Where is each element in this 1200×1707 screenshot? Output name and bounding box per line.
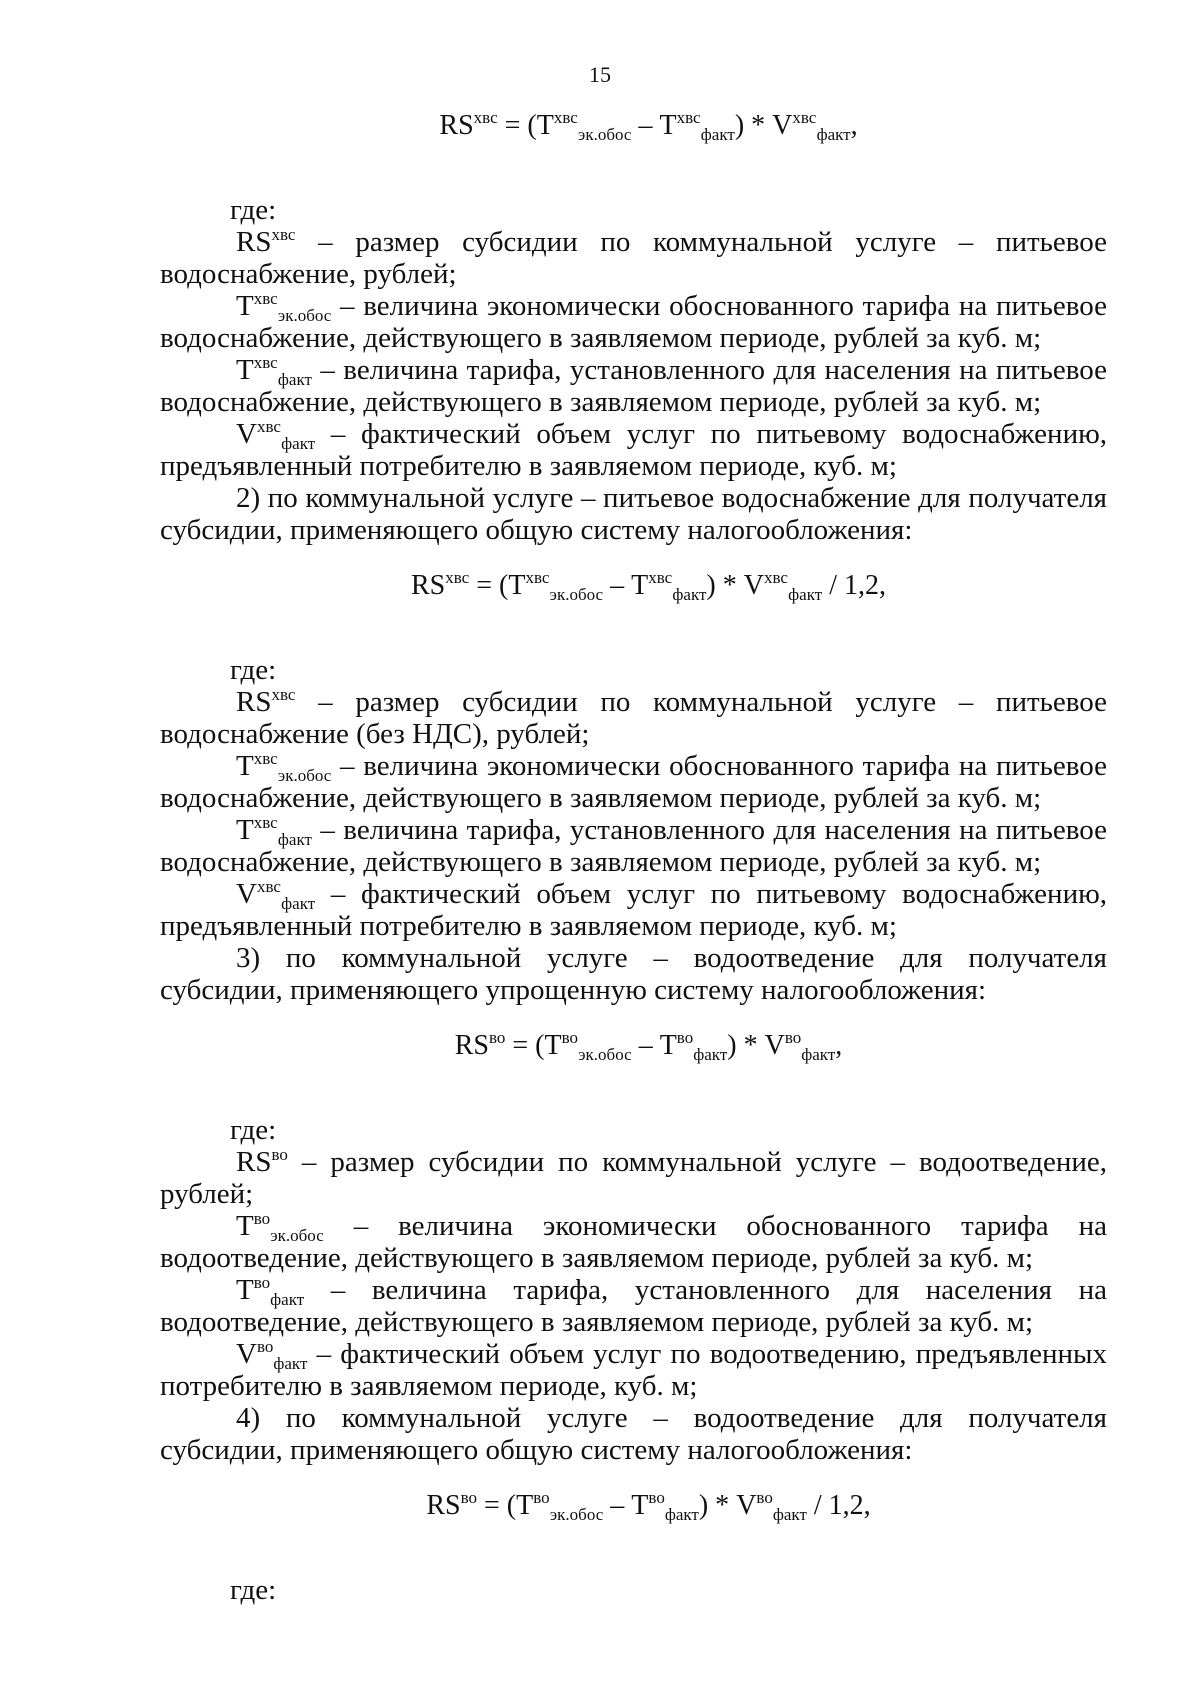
where-label: где:: [230, 1114, 277, 1146]
where-label: где:: [230, 654, 277, 686]
definition-t-ek: $T^{хвс}_{эк.обос}$ – величина экономически обоснованного тарифа на питьевое водоснабжение, действующего в заявляемом периоде, рублей за куб. м;: [160, 289, 1107, 354]
formula-rs-hvs-simplified: $RS^{хвс} = (T^{хвс}_{эк.обос} - T^{хвс}_{факт}) * V^{хвс}_{факт}$,: [439, 108, 858, 144]
definition-t-fact: $T^{хвс}_{факт}$ – величина тарифа, установленного для населения на питьевое водоснабжение, действующего в заявляемом периоде, рублей за куб. м;: [160, 353, 1107, 418]
definition-rs: $RS^{хвс}$ – размер субсидии по коммунальной услуге – питьевое водоснабжение (без НДС), рублей;: [160, 685, 1107, 750]
item-2: 2) по коммунальной услуге – питьевое водоснабжение для получателя субсидии, применяющего общую систему налогообложения:: [160, 482, 1107, 546]
formula-rs-vo-simplified: $RS^{во} = (T^{во}_{эк.обос} - T^{во}_{факт}) * V^{во}_{факт}$,: [454, 1028, 843, 1064]
document-body: [160, 108, 1107, 1606]
page-number: 15: [589, 62, 611, 87]
where-label: где:: [230, 194, 277, 226]
formula-rs-hvs-general: $RS^{хвс} = (T^{хвс}_{эк.обос} - T^{хвс}_{факт}) * V^{хвс}_{факт} / 1,2$,: [411, 568, 886, 604]
definition-v-fact: $V^{хвс}_{факт}$ – фактический объем услуг по питьевому водоснабжению, предъявленный потребителю в заявляемом периоде, куб. м;: [160, 877, 1107, 942]
definition-t-fact: $T^{хвс}_{факт}$ – величина тарифа, установленного для населения на питьевое водоснабжение, действующего в заявляемом периоде, рублей за куб. м;: [160, 813, 1107, 878]
definition-v-fact: $V^{хвс}_{факт}$ – фактический объем услуг по питьевому водоснабжению, предъявленный потребителю в заявляемом периоде, куб. м;: [160, 417, 1107, 482]
item-4: 4) по коммунальной услуге – водоотведение для получателя субсидии, применяющего общую систему налогообложения:: [160, 1402, 1107, 1466]
formula-rs-vo-general: $RS^{во} = (T^{во}_{эк.обос} - T^{во}_{факт}) * V^{во}_{факт} / 1,2$,: [426, 1488, 871, 1524]
item-3: 3) по коммунальной услуге – водоотведение для получателя субсидии, применяющего упрощенную систему налогообложения:: [160, 942, 1107, 1006]
definition-t-fact: $T^{во}_{факт}$ – величина тарифа, установленного для населения на водоотведение, действующего в заявляемом периоде, рублей за куб. м;: [160, 1273, 1107, 1338]
definition-t-ek: $T^{хвс}_{эк.обос}$ – величина экономически обоснованного тарифа на питьевое водоснабжение, действующего в заявляемом периоде, рублей за куб. м;: [160, 749, 1107, 814]
definition-v-fact: $V^{во}_{факт}$ – фактический объем услуг по водоотведению, предъявленных потребителю в заявляемом периоде, куб. м;: [160, 1337, 1107, 1402]
definition-t-ek: $T^{во}_{эк.обос}$ – величина экономически обоснованного тарифа на водоотведение, действующего в заявляемом периоде, рублей за куб. м;: [160, 1209, 1107, 1274]
definition-rs: $RS^{хвс}$ – размер субсидии по коммунальной услуге – питьевое водоснабжение, рублей;: [160, 225, 1107, 290]
definition-rs: $RS^{во}$ – размер субсидии по коммунальной услуге – водоотведение, рублей;: [160, 1145, 1107, 1210]
where-label: где:: [230, 1574, 277, 1606]
